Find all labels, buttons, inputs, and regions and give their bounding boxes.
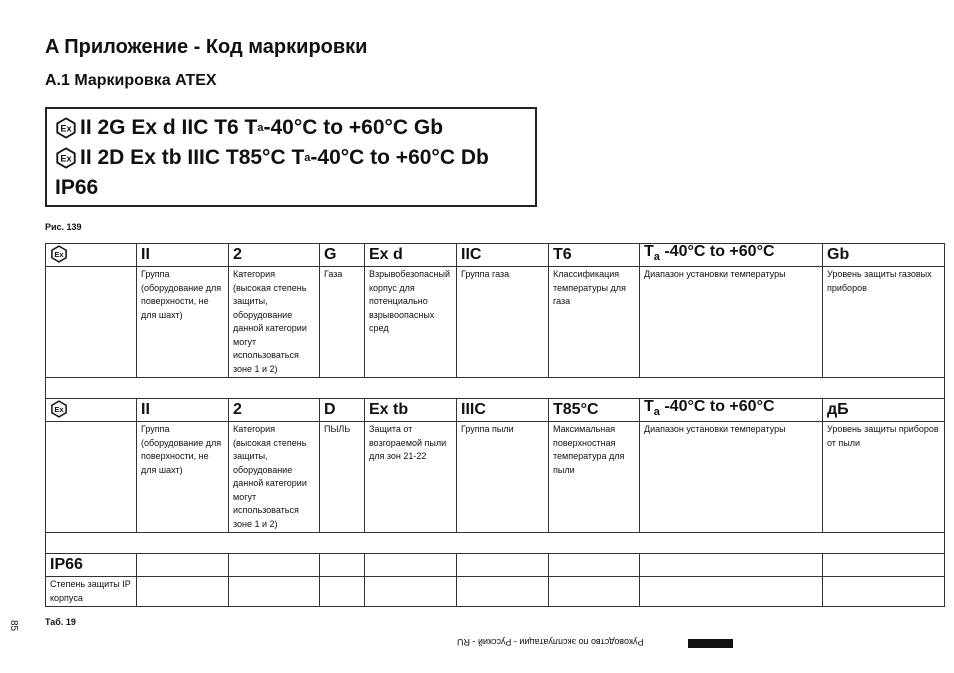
table-row-gas-codes bbox=[46, 244, 945, 267]
table-cell bbox=[137, 554, 229, 577]
table-cell: Взрывобезопасный корпус для потенциально взрывоопасных сред bbox=[365, 267, 457, 378]
page-number: 85 bbox=[8, 620, 19, 632]
page-title: A Приложение - Код маркировки bbox=[45, 36, 368, 58]
table-cell bbox=[46, 422, 137, 533]
table-cell bbox=[46, 244, 137, 267]
table-cell bbox=[320, 554, 365, 577]
table-cell bbox=[640, 554, 823, 577]
table-cell bbox=[46, 533, 945, 554]
footer-bar bbox=[688, 639, 733, 648]
ex-hexagon-icon bbox=[55, 147, 77, 169]
table-cell bbox=[640, 244, 823, 267]
table-cell: G bbox=[320, 244, 365, 267]
table-cell: IP66 bbox=[46, 554, 137, 577]
marking-line-ip bbox=[55, 173, 527, 203]
table-cell bbox=[365, 554, 457, 577]
table-cell bbox=[137, 577, 229, 607]
table-cell: Классификация температуры для газа bbox=[549, 267, 640, 378]
table-cell bbox=[46, 378, 945, 399]
table-cell: II bbox=[137, 244, 229, 267]
marking-text: IP66 bbox=[55, 176, 99, 199]
table-row-dust-desc bbox=[46, 422, 945, 533]
table-cell: T6 bbox=[549, 244, 640, 267]
marking-text: -40°C to +60°C Gb bbox=[263, 116, 444, 139]
table-cell: II bbox=[137, 399, 229, 422]
table-row-spacer bbox=[46, 378, 945, 399]
table-cell: Ex tb bbox=[365, 399, 457, 422]
table-row-gas-desc bbox=[46, 267, 945, 378]
temp-text: -40°C to +60°C bbox=[659, 398, 775, 416]
figure-caption: Рис. 139 bbox=[45, 222, 82, 232]
marking-text: II 2G Ex d IIC T6 T bbox=[80, 116, 258, 139]
table-cell: Категория (высокая степень защиты, оборудование данной категории могут использоваться зоне 1 и 2) bbox=[229, 422, 320, 533]
table-cell bbox=[229, 554, 320, 577]
table-cell bbox=[549, 577, 640, 607]
table-cell: Диапазон установки температуры bbox=[640, 267, 823, 378]
table-cell: Gb bbox=[823, 244, 945, 267]
table-cell: Группа пыли bbox=[457, 422, 549, 533]
table-cell: Уровень защиты газовых приборов bbox=[823, 267, 945, 378]
footer-text: Руководство по эксплуатации - Русский - RU bbox=[457, 637, 644, 647]
table-cell: D bbox=[320, 399, 365, 422]
table-row-dust-codes bbox=[46, 399, 945, 422]
marking-text: II 2D Ex tb IIIC T85°C T bbox=[80, 146, 305, 169]
table-cell bbox=[46, 267, 137, 378]
marking-line-dust bbox=[55, 143, 527, 173]
table-cell bbox=[457, 577, 549, 607]
table-cell: Уровень защиты приборов от пыли bbox=[823, 422, 945, 533]
table-cell bbox=[549, 554, 640, 577]
ex-hexagon-icon bbox=[50, 400, 68, 418]
marking-text: -40°C to +60°C Db bbox=[310, 146, 489, 169]
table-row-spacer bbox=[46, 533, 945, 554]
table-row-ip-desc bbox=[46, 577, 945, 607]
table-cell bbox=[640, 577, 823, 607]
table-row-ip-code bbox=[46, 554, 945, 577]
marking-sub: a bbox=[304, 152, 311, 164]
table-cell: IIIC bbox=[457, 399, 549, 422]
table-cell: Группа (оборудование для поверхности, не для шахт) bbox=[137, 422, 229, 533]
table-cell bbox=[640, 399, 823, 422]
marking-table bbox=[45, 243, 945, 607]
table-cell: дБ bbox=[823, 399, 945, 422]
table-cell bbox=[457, 554, 549, 577]
table-cell: Степень защиты IP корпуса bbox=[46, 577, 137, 607]
table-cell bbox=[365, 577, 457, 607]
marking-sub: a bbox=[257, 122, 264, 134]
table-cell: Максимальная поверхностная температура для пыли bbox=[549, 422, 640, 533]
temp-text: T bbox=[644, 398, 654, 416]
table-cell: ПЫЛЬ bbox=[320, 422, 365, 533]
table-cell bbox=[320, 577, 365, 607]
table-cell: Газа bbox=[320, 267, 365, 378]
table-caption: Таб. 19 bbox=[45, 617, 76, 627]
marking-box bbox=[45, 107, 537, 207]
section-title: A.1 Маркировка ATEX bbox=[45, 72, 217, 89]
temp-text: -40°C to +60°C bbox=[659, 243, 775, 261]
table-cell: 2 bbox=[229, 399, 320, 422]
table-cell: Ex d bbox=[365, 244, 457, 267]
table-cell: Категория (высокая степень защиты, оборудование данной категории могут использоваться зоне 1 и 2) bbox=[229, 267, 320, 378]
temp-sub: a bbox=[653, 251, 660, 264]
table-cell bbox=[46, 399, 137, 422]
temp-text: T bbox=[644, 243, 654, 261]
table-cell: Группа газа bbox=[457, 267, 549, 378]
ex-hexagon-icon bbox=[55, 117, 77, 139]
table-cell bbox=[229, 577, 320, 607]
table-cell: Группа (оборудование для поверхности, не для шахт) bbox=[137, 267, 229, 378]
table-cell bbox=[823, 577, 945, 607]
table-cell bbox=[823, 554, 945, 577]
marking-line-gas bbox=[55, 113, 527, 143]
table-cell: Диапазон установки температуры bbox=[640, 422, 823, 533]
table-cell: 2 bbox=[229, 244, 320, 267]
ex-hexagon-icon bbox=[50, 245, 68, 263]
table-cell: T85°C bbox=[549, 399, 640, 422]
table-cell: IIC bbox=[457, 244, 549, 267]
table-cell: Защита от возгораемой пыли для зон 21-22 bbox=[365, 422, 457, 533]
temp-sub: a bbox=[653, 406, 660, 419]
